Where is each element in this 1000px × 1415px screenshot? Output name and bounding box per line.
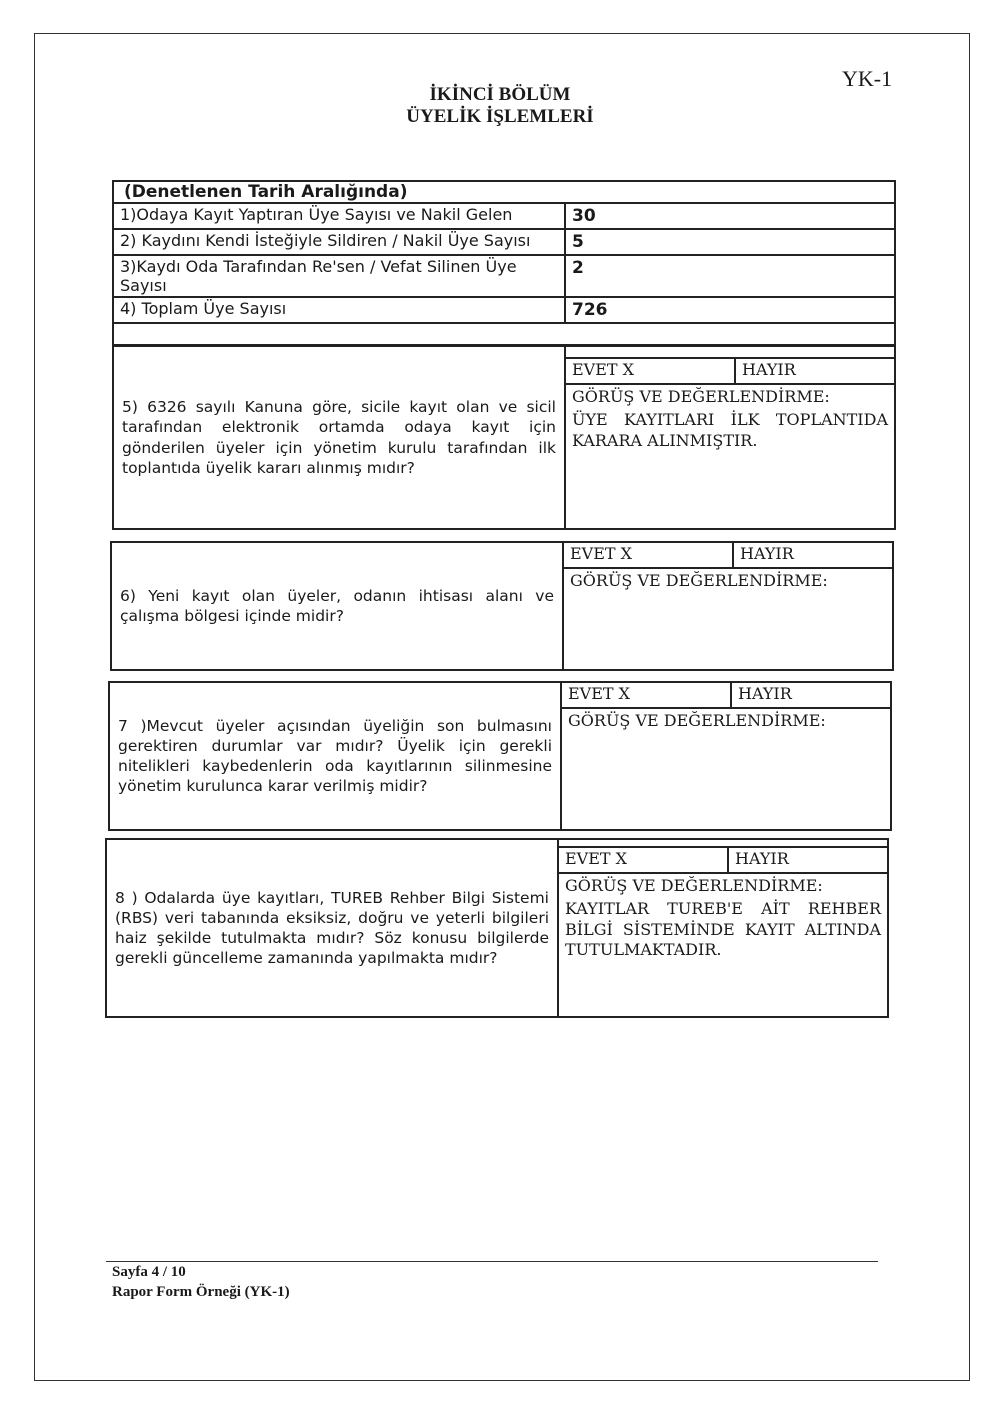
summary-row: [114, 256, 894, 298]
summary-value: 2: [572, 258, 584, 278]
summary-row: [114, 298, 894, 324]
answer-panel: [562, 683, 890, 829]
answer-row: [566, 357, 894, 385]
summary-label: 4) Toplam Üye Sayısı: [114, 298, 566, 322]
summary-heading: (Denetlenen Tarih Aralığında): [124, 182, 408, 202]
evaluation-label: GÖRÜŞ VE DEĞERLENDİRME:: [565, 876, 823, 895]
question-text: 7 )Mevcut üyeler açısından üyeliğin son bulmasını gerektiren durumlar var mıdır? Üyelik için gerekli nitelikleri kaybedenlerin oda kayıtlarının silinmesine yönetim kurulunca karar verilmiş midir?: [110, 683, 562, 829]
summary-value: 30: [572, 206, 596, 226]
answer-yes: EVET X: [559, 848, 729, 872]
answer-row: [559, 846, 887, 874]
answer-no: HAYIR: [740, 544, 794, 563]
question-text: 5) 6326 sayılı Kanuna göre, sicile kayıt olan ve sicil tarafından elektronik ortamda odaya kayıt için gönderilen üyeler için yönetim kurulu tarafından ilk toplantıda üyelik kararı alınmış mıdır?: [114, 347, 566, 528]
summary-value: 5: [572, 232, 584, 252]
summary-label: 1)Odaya Kayıt Yaptıran Üye Sayısı ve Nakil Gelen: [114, 204, 566, 228]
summary-heading-row: [114, 182, 894, 204]
evaluation-label: GÖRÜŞ VE DEĞERLENDİRME:: [570, 571, 828, 590]
answer-panel: [559, 840, 887, 1016]
question-text: 6) Yeni kayıt olan üyeler, odanın ihtisası alanı ve çalışma bölgesi içinde midir?: [112, 543, 564, 669]
summary-row: [114, 230, 894, 256]
footer-divider: [106, 1261, 878, 1262]
question-block-6: [110, 541, 894, 671]
summary-empty-row: [114, 324, 894, 344]
footer-page-number: Sayfa 4 / 10: [112, 1264, 186, 1280]
evaluation-label: GÖRÜŞ VE DEĞERLENDİRME:: [572, 387, 830, 406]
section-title: ÜYELİK İŞLEMLERİ: [406, 106, 594, 127]
answer-yes: EVET X: [564, 543, 734, 567]
answer-yes: EVET X: [566, 359, 736, 383]
answer-row: [562, 683, 890, 709]
answer-no: HAYIR: [735, 849, 789, 868]
answer-row: [564, 543, 892, 569]
evaluation-text: KAYITLAR TUREB'E AİT REHBER BİLGİ SİSTEMİNDE KAYIT ALTINDA TUTULMAKTADIR.: [565, 898, 881, 960]
question-block-8: [105, 838, 889, 1018]
question-text: 8 ) Odalarda üye kayıtları, TUREB Rehber Bilgi Sistemi (RBS) veri tabanında eksiksiz, doğru ve yeterli bilgileri haiz şekilde tutulmakta mıdır? Söz konusu bilgilerde gerekli güncelleme zamanında yapılmakta mıdır?: [107, 840, 559, 1016]
form-code: YK-1: [842, 66, 893, 91]
answer-yes: EVET X: [562, 683, 732, 707]
section-heading: İKİNCİ BÖLÜM: [429, 84, 571, 105]
answer-no: HAYIR: [738, 684, 792, 703]
question-block-7: [108, 681, 892, 831]
summary-row: [114, 204, 894, 230]
footer-form-name: Rapor Form Örneği (YK-1): [112, 1284, 290, 1300]
evaluation-label: GÖRÜŞ VE DEĞERLENDİRME:: [568, 711, 826, 730]
summary-label: 2) Kaydını Kendi İsteğiyle Sildiren / Nakil Üye Sayısı: [114, 230, 566, 254]
answer-panel: [566, 347, 894, 528]
summary-value: 726: [572, 300, 608, 320]
evaluation-text: ÜYE KAYITLARI İLK TOPLANTIDA KARARA ALINMIŞTIR.: [572, 409, 888, 450]
question-block-5: [112, 345, 896, 530]
summary-table: [112, 180, 896, 346]
summary-label: 3)Kaydı Oda Tarafından Re'sen / Vefat Silinen Üye Sayısı: [114, 256, 566, 296]
answer-no: HAYIR: [742, 360, 796, 379]
answer-panel: [564, 543, 892, 669]
